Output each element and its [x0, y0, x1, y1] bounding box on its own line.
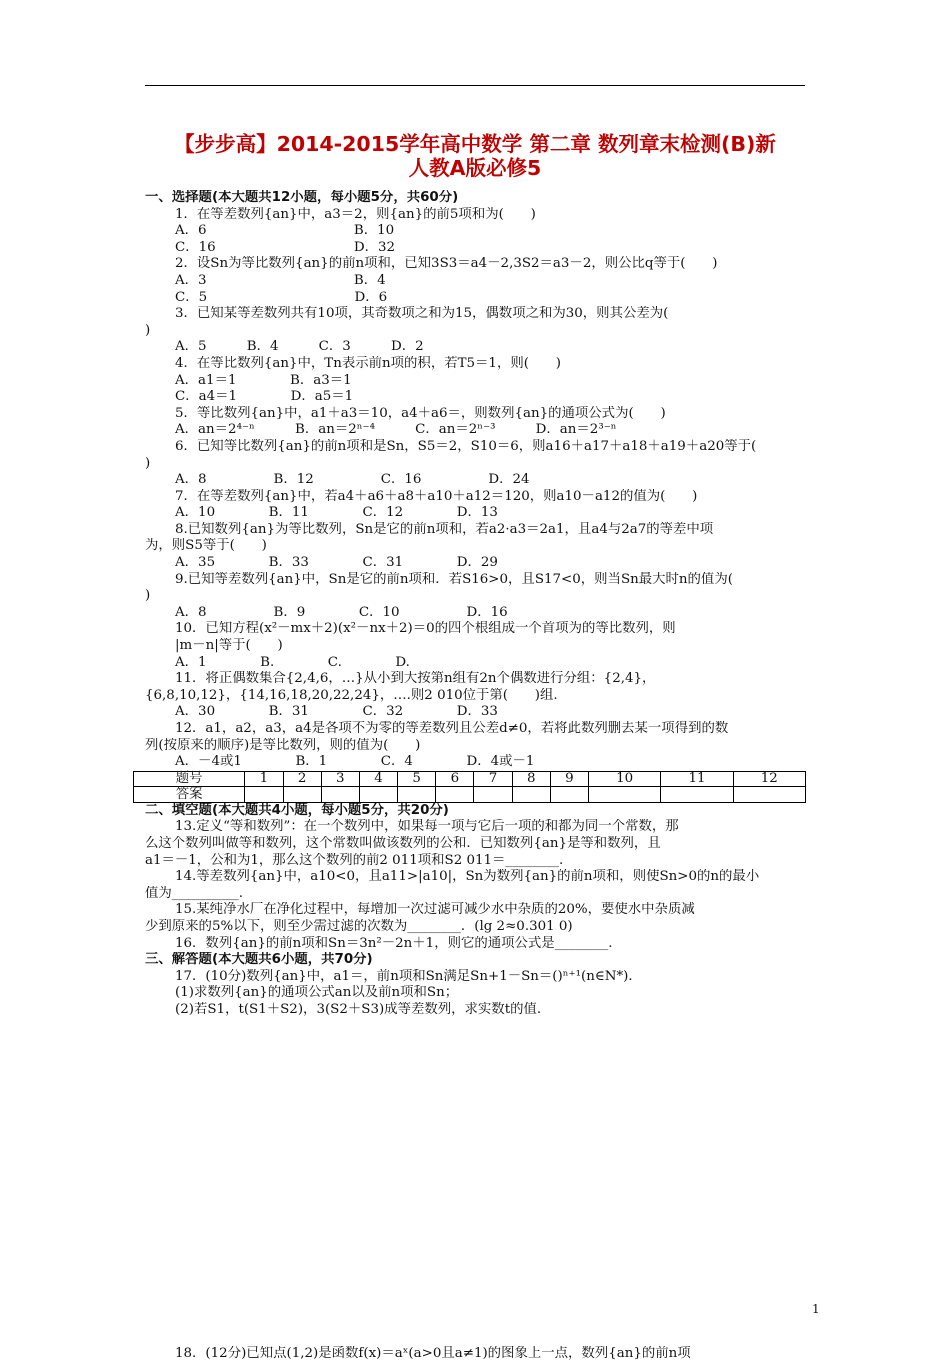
question-line: A．8 B．9 C．10 D．16: [145, 605, 810, 622]
question-line: 15.某纯净水厂在净化过程中，每增加一次过滤可减少水中杂质的20%，要使水中杂质减: [145, 902, 810, 919]
section-multiple-choice: [145, 190, 810, 771]
title-line-1: 【步步高】2014-2015学年高中数学 第二章 数列章末检测(B)新: [130, 132, 820, 156]
question-line: 6．已知等比数列{an}的前n项和是Sn，S5＝2，S10＝6，则a16＋a17＋a18＋a19＋a20等于(: [145, 439, 810, 456]
question-line: C．5 D．6: [145, 290, 810, 307]
question-line: 9.已知等差数列{an}中，Sn是它的前n项和．若S16>0，且S17<0，则当Sn最大时n的值为(: [145, 572, 810, 589]
answer-cell[interactable]: [550, 787, 588, 803]
answer-cell[interactable]: [512, 787, 550, 803]
question-line: 11．将正偶数集合{2,4,6，…}从小到大按第n组有2n个偶数进行分组：{2,4}，: [145, 671, 810, 688]
question-line: (2)若S1，t(S1＋S2)，3(S2＋S3)成等差数列，求实数t的值.: [145, 1002, 810, 1019]
question-line: 16．数列{an}的前n项和Sn＝3n²－2n＋1，则它的通项公式是________.: [145, 936, 810, 953]
question-line: A．1 B. C. D.: [145, 655, 810, 672]
answer-cell[interactable]: [589, 787, 661, 803]
question-line: 1．在等差数列{an}中，a3＝2，则{an}的前5项和为( ): [145, 207, 810, 224]
question-line: C．16 D．32: [145, 240, 810, 257]
answer-table-number: 8: [512, 771, 550, 787]
question-line: 10．已知方程(x²－mx＋2)(x²－nx＋2)＝0的四个根组成一个首项为的等比数列，则: [145, 621, 810, 638]
answer-table-answer-row: [134, 787, 806, 803]
answer-table-number: 5: [398, 771, 436, 787]
question-line: 3．已知某等差数列共有10项，其奇数项之和为15，偶数项之和为30，则其公差为(: [145, 306, 810, 323]
section-fill-and-solve: [145, 803, 810, 1019]
question-line: 8.已知数列{an}为等比数列，Sn是它的前n项和，若a2·a3＝2a1，且a4与2a7的等差中项: [145, 522, 810, 539]
question-line: 5．等比数列{an}中，a1＋a3＝10，a4＋a6＝，则数列{an}的通项公式为( ): [145, 406, 810, 423]
answer-cell[interactable]: [398, 787, 436, 803]
answer-table-number: 2: [283, 771, 321, 787]
question-line: 7．在等差数列{an}中，若a4＋a6＋a8＋a10＋a12＝120，则a10－a12的值为( ): [145, 489, 810, 506]
question-line: A．3 B．4: [145, 273, 810, 290]
question-line: 4．在等比数列{an}中，Tn表示前n项的积，若T5＝1，则( ): [145, 356, 810, 373]
answer-space: [145, 1019, 810, 1346]
answer-table-label: 题号: [134, 771, 245, 787]
question-line: 17．(10分)数列{an}中，a1＝，前n项和Sn满足Sn+1－Sn＝()ⁿ⁺¹(n∈N*)．: [145, 969, 810, 986]
question-line: 值为__________.: [145, 886, 810, 903]
section-heading: 二、填空题(本大题共4小题，每小题5分，共20分): [145, 803, 810, 820]
answer-table-number: 12: [733, 771, 805, 787]
question-line: 少到原来的5%以下，则至少需过滤的次数为________．(lg 2≈0.301 0): [145, 919, 810, 936]
question-line: a1＝－1，公和为1，那么这个数列的前2 011项和S2 011＝________.: [145, 853, 810, 870]
question-line: ): [145, 588, 810, 605]
question-line: 13.定义“等和数列”：在一个数列中，如果每一项与它后一项的和都为同一个常数，那: [145, 819, 810, 836]
question-line: {6,8,10,12}，{14,16,18,20,22,24}，….则2 010位于第( )组.: [145, 688, 810, 705]
title-line-2: 人教A版必修5: [130, 156, 820, 180]
question-line: A．30 B．31 C．32 D．33: [145, 704, 810, 721]
page-number: 1: [812, 1302, 820, 1316]
answer-table-number: 7: [474, 771, 512, 787]
document-body: [145, 190, 810, 1362]
question-line: 为，则S5等于( ): [145, 538, 810, 555]
question-line: A．－4或1 B．1 C．4 D．4或－1: [145, 754, 810, 771]
question-line: A．6 B．10: [145, 223, 810, 240]
question-line: 么这个数列叫做等和数列，这个常数叫做该数列的公和．已知数列{an}是等和数列，且: [145, 836, 810, 853]
answer-table-label: 答案: [134, 787, 245, 803]
section-heading: 三、解答题(本大题共6小题，共70分): [145, 952, 810, 969]
question-line: |m－n|等于( ): [145, 638, 810, 655]
question-line: C．a4＝1 D．a5＝1: [145, 389, 810, 406]
answer-table-number: 4: [359, 771, 397, 787]
question-line: A．a1＝1 B．a3＝1: [145, 373, 810, 390]
answer-table-number: 11: [661, 771, 733, 787]
answer-table-number: 3: [321, 771, 359, 787]
answer-table-number: 6: [436, 771, 474, 787]
answer-cell[interactable]: [321, 787, 359, 803]
question-line: 12．a1，a2，a3，a4是各项不为零的等差数列且公差d≠0，若将此数列删去某一项得到的数: [145, 721, 810, 738]
answer-cell[interactable]: [661, 787, 733, 803]
question-line: A．10 B．11 C．12 D．13: [145, 505, 810, 522]
answer-cell[interactable]: [436, 787, 474, 803]
answer-cell[interactable]: [359, 787, 397, 803]
question-line: 14.等差数列{an}中，a10<0，且a11>|a10|，Sn为数列{an}的前n项和，则使Sn>0的n的最小: [145, 869, 810, 886]
question-line: A．an＝2⁴⁻ⁿ B．an＝2ⁿ⁻⁴ C．an＝2ⁿ⁻³ D．an＝2³⁻ⁿ: [145, 422, 810, 439]
question-line: A．8 B．12 C．16 D．24: [145, 472, 810, 489]
question-line: ): [145, 456, 810, 473]
question-line: (1)求数列{an}的通项公式an以及前n项和Sn；: [145, 985, 810, 1002]
answer-cell[interactable]: [733, 787, 805, 803]
question-line: 2．设Sn为等比数列{an}的前n项和，已知3S3＝a4－2,3S2＝a3－2，则公比q等于( ): [145, 256, 810, 273]
answer-table: [133, 771, 806, 803]
answer-cell[interactable]: [474, 787, 512, 803]
answer-table-number: 1: [245, 771, 283, 787]
question-line: A．35 B．33 C．31 D．29: [145, 555, 810, 572]
answer-table-header-row: [134, 771, 806, 787]
question-line: ): [145, 323, 810, 340]
answer-cell[interactable]: [283, 787, 321, 803]
answer-table-number: 10: [589, 771, 661, 787]
question-18: 18．(12分)已知点(1,2)是函数f(x)＝aˣ(a>0且a≠1)的图象上一点，数列{an}的前n项: [145, 1346, 810, 1362]
header-rule: [145, 85, 805, 86]
question-line: A．5 B．4 C．3 D．2: [145, 339, 810, 356]
document-title: [130, 132, 820, 180]
answer-cell[interactable]: [245, 787, 283, 803]
question-line: 列(按原来的顺序)是等比数列，则的值为( ): [145, 738, 810, 755]
answer-table-number: 9: [550, 771, 588, 787]
section-heading: 一、选择题(本大题共12小题，每小题5分，共60分): [145, 190, 810, 207]
